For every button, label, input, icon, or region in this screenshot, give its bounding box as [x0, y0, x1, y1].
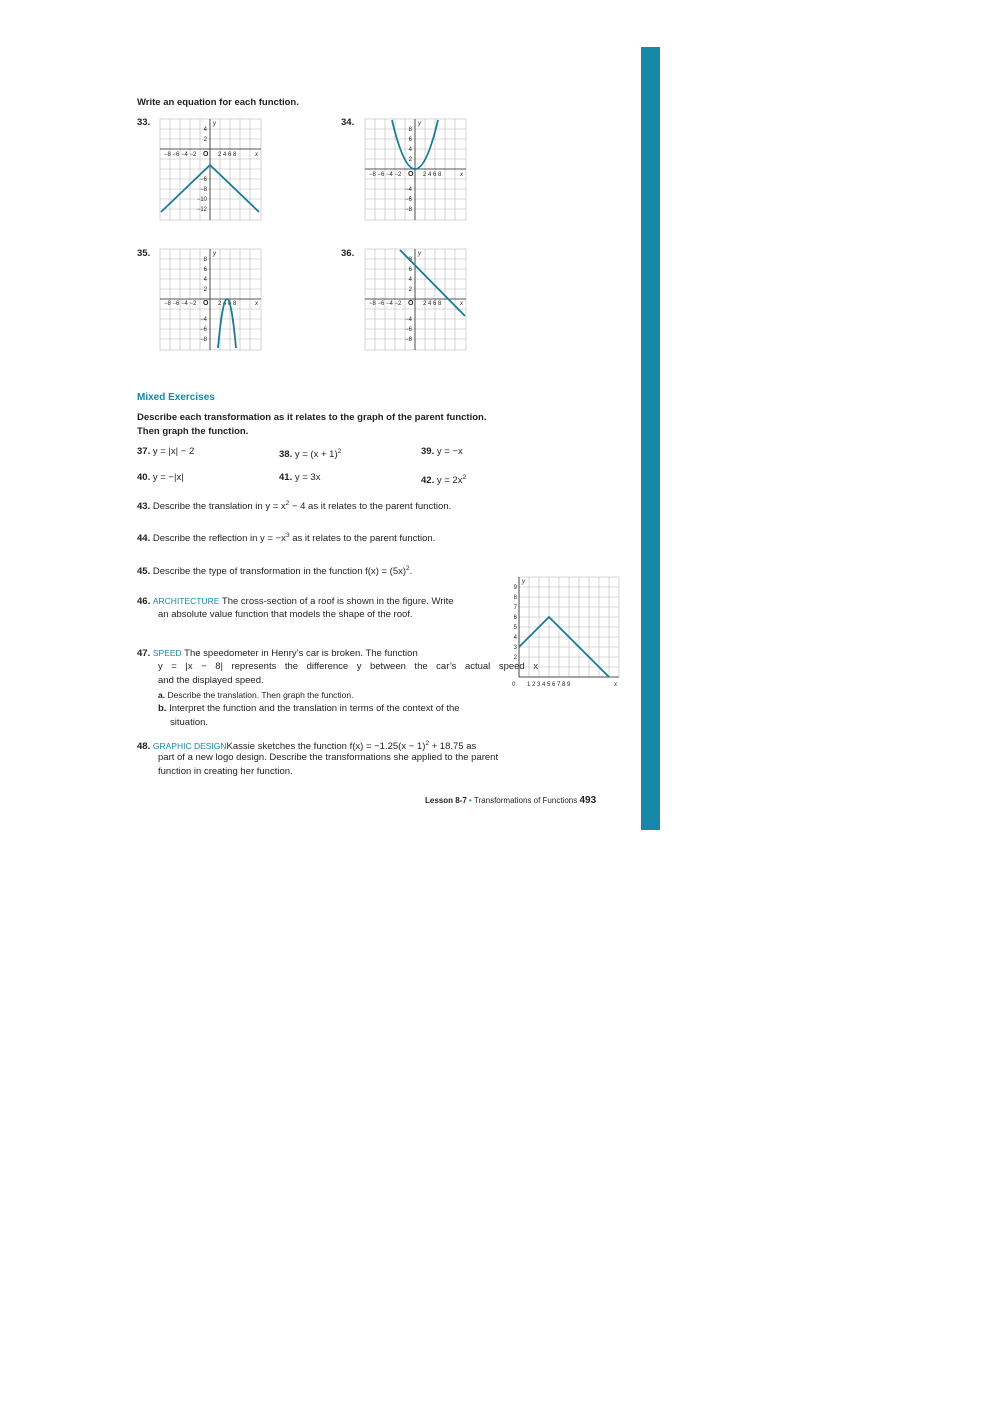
- origin-label: O: [203, 300, 209, 307]
- x-ticks-positive: 2 4 6 8: [423, 301, 442, 307]
- y-tick: 8: [408, 127, 412, 133]
- exercise-43: [137, 497, 451, 514]
- y-tick: 7: [513, 605, 517, 611]
- x-ticks-positive: 2 4 6 8: [218, 301, 237, 307]
- exercise-text: The cross-section of a roof is shown in the figure. Write: [221, 596, 454, 607]
- x-axis-label: x: [255, 301, 258, 307]
- y-tick: 4: [408, 277, 412, 283]
- lesson-title: Transformations of Functions: [473, 796, 578, 805]
- origin-label: O: [203, 151, 209, 158]
- exercise-text: y = 3x: [294, 472, 321, 483]
- axes: [365, 249, 466, 350]
- y-tick: 8: [408, 257, 412, 263]
- exercise-tag: GRAPHIC DESIGN: [152, 741, 227, 751]
- y-tick: 3: [513, 645, 517, 651]
- page-footer: [425, 794, 596, 808]
- exponent: 2: [337, 448, 342, 455]
- exercise-37: [137, 445, 194, 459]
- exercise-47-line-2: y = |x − 8| represents the difference y between the car’s actual speed x: [158, 661, 538, 672]
- y-tick: 9: [513, 585, 517, 591]
- exercise-47-part-a: [158, 688, 353, 702]
- x-axis-label: x: [460, 301, 463, 307]
- y-tick: 2: [203, 287, 207, 293]
- x-ticks-positive: 2 4 6 8: [423, 172, 442, 178]
- y-tick: −4: [405, 187, 412, 193]
- graph-36: [364, 248, 468, 352]
- origin-label: O: [408, 171, 414, 178]
- exercise-41: [279, 471, 320, 485]
- exercise-number: 41.: [279, 472, 293, 483]
- part-label: b.: [158, 703, 167, 714]
- grid: [160, 249, 261, 350]
- exercise-45: [137, 562, 412, 579]
- x-axis-label: x: [614, 682, 617, 688]
- exercise-38: [279, 445, 341, 462]
- part-label: a.: [158, 690, 166, 700]
- exponent: 2: [406, 565, 410, 572]
- y-tick: 4: [203, 127, 207, 133]
- exponent: 2: [425, 740, 429, 747]
- y-tick: −10: [196, 197, 207, 203]
- exercise-number: 40.: [137, 472, 151, 483]
- axes: [160, 249, 261, 350]
- y-tick: −6: [405, 197, 412, 203]
- y-tick: 2: [408, 287, 412, 293]
- exercise-44: [137, 529, 435, 546]
- exercise-text-end: + 18.75 as: [428, 741, 477, 752]
- part-text: Describe the translation. Then graph the function.: [167, 690, 354, 700]
- exercise-text: Describe the reflection in y = −x: [152, 533, 286, 544]
- exercise-47-part-b-line-2: situation.: [170, 717, 209, 728]
- origin-label: 0: [512, 682, 516, 688]
- y-tick: −8: [405, 207, 412, 213]
- exercise-number: 46.: [137, 596, 151, 607]
- y-axis-label: y: [213, 121, 216, 127]
- exercise-text: y = (x + 1): [294, 449, 338, 460]
- grid: [365, 249, 466, 350]
- exercise-text: y = |x| − 2: [152, 446, 195, 457]
- exercise-text: Describe the translation in y = x: [152, 501, 286, 512]
- instructions: Write an equation for each function.: [137, 97, 299, 108]
- exercise-number: 42.: [421, 475, 435, 486]
- directions-line-1: Describe each transformation as it relates to the graph of the parent function.: [137, 412, 487, 423]
- exercise-42: [421, 471, 466, 488]
- y-tick: −6: [200, 327, 207, 333]
- exercise-text: The speedometer in Henry’s car is broken. The function: [184, 648, 418, 659]
- y-tick: 6: [408, 267, 412, 273]
- origin-label: O: [408, 300, 414, 307]
- exercise-tag: ARCHITECTURE: [152, 596, 220, 606]
- exercise-text-end: as it relates to the parent function.: [289, 533, 436, 544]
- exercise-number: 38.: [279, 449, 293, 460]
- exercise-tag: SPEED: [152, 648, 182, 658]
- y-axis-label: y: [418, 121, 421, 127]
- y-tick: −12: [196, 207, 207, 213]
- x-axis-label: x: [255, 152, 258, 158]
- exercise-46-line-2: an absolute value function that models the shape of the roof.: [158, 609, 413, 620]
- exponent: 2: [285, 500, 290, 507]
- exercise-number: 48.: [137, 741, 151, 752]
- y-tick: 8: [513, 595, 517, 601]
- exercise-number: 44.: [137, 533, 151, 544]
- exercise-number: 47.: [137, 648, 151, 659]
- x-ticks: 1 2 3 4 5 6 7 8 9: [527, 682, 571, 688]
- y-tick: 2: [513, 655, 517, 661]
- exercise-number: 39.: [421, 446, 435, 457]
- axes: [160, 119, 261, 220]
- y-tick: 5: [513, 625, 517, 631]
- exercise-text: y = 2x: [436, 475, 463, 486]
- y-tick: −6: [405, 327, 412, 333]
- y-tick: 4: [408, 147, 412, 153]
- x-ticks-positive: 2 4 6 8: [218, 152, 237, 158]
- exercise-number: 43.: [137, 501, 151, 512]
- y-tick: −8: [200, 187, 207, 193]
- problem-34-number: 34.: [341, 117, 355, 128]
- exercise-text: Describe the type of transformation in the function f(x) = (5x): [152, 566, 407, 577]
- y-tick: 2: [408, 157, 412, 163]
- y-tick: −6: [200, 177, 207, 183]
- roof-graph: [508, 575, 623, 690]
- page-number: 493: [579, 795, 597, 806]
- exercise-text: y = −|x|: [152, 472, 184, 483]
- x-axis-label: x: [460, 172, 463, 178]
- exercise-48-line-2: part of a new logo design. Describe the transformations she applied to the parent: [158, 752, 499, 763]
- y-tick: 4: [203, 277, 207, 283]
- y-tick: 2: [203, 137, 207, 143]
- problem-36-number: 36.: [341, 248, 355, 259]
- y-axis-label: y: [418, 251, 421, 257]
- y-tick: 6: [203, 267, 207, 273]
- exercise-text-end: − 4 as it relates to the parent function.: [289, 501, 452, 512]
- y-axis-label: y: [213, 251, 216, 257]
- graph-35: [159, 248, 263, 352]
- y-tick: 4: [513, 635, 517, 641]
- graph-33: [159, 118, 263, 222]
- exponent: 3: [285, 532, 290, 539]
- exercise-text-end: .: [409, 566, 413, 577]
- exercise-number: 37.: [137, 446, 151, 457]
- grid: [160, 119, 261, 220]
- problem-35-number: 35.: [137, 248, 151, 259]
- problem-33-number: 33.: [137, 117, 151, 128]
- x-ticks-negative: −8 −6 −4 −2: [164, 301, 197, 307]
- y-axis-label: y: [522, 579, 525, 585]
- exercise-47: [137, 646, 418, 661]
- exercise-39: [421, 445, 463, 459]
- y-tick: −4: [405, 317, 412, 323]
- exercise-number: 45.: [137, 566, 151, 577]
- directions-line-2: Then graph the function.: [137, 426, 249, 437]
- exponent: 2: [462, 474, 467, 481]
- exercise-47-line-3: and the displayed speed.: [158, 675, 264, 686]
- x-ticks-negative: −8 −6 −4 −2: [369, 301, 402, 307]
- y-tick: −8: [405, 337, 412, 343]
- x-ticks-negative: −8 −6 −4 −2: [164, 152, 197, 158]
- exercise-text: Kassie sketches the function f(x) = −1.25(x − 1): [226, 741, 426, 752]
- grid: [519, 577, 619, 677]
- graph-34: [364, 118, 468, 222]
- part-text: Interpret the function and the translation in terms of the context of the: [169, 703, 460, 714]
- y-tick: 6: [513, 615, 517, 621]
- exercise-40: [137, 471, 184, 485]
- page-edge-band: [641, 47, 660, 830]
- lesson-label: Lesson 8-7: [425, 796, 467, 805]
- exercise-text: y = −x: [436, 446, 463, 457]
- section-heading: Mixed Exercises: [137, 392, 215, 403]
- y-tick: 8: [203, 257, 207, 263]
- x-ticks-negative: −8 −6 −4 −2: [369, 172, 402, 178]
- y-tick: −8: [200, 337, 207, 343]
- y-tick: −4: [200, 317, 207, 323]
- exercise-48-line-3: function in creating her function.: [158, 766, 293, 777]
- y-tick: 6: [408, 137, 412, 143]
- footer-bullet: •: [469, 796, 472, 805]
- exercise-47-part-b: [158, 702, 460, 716]
- exercise-46: [137, 594, 454, 609]
